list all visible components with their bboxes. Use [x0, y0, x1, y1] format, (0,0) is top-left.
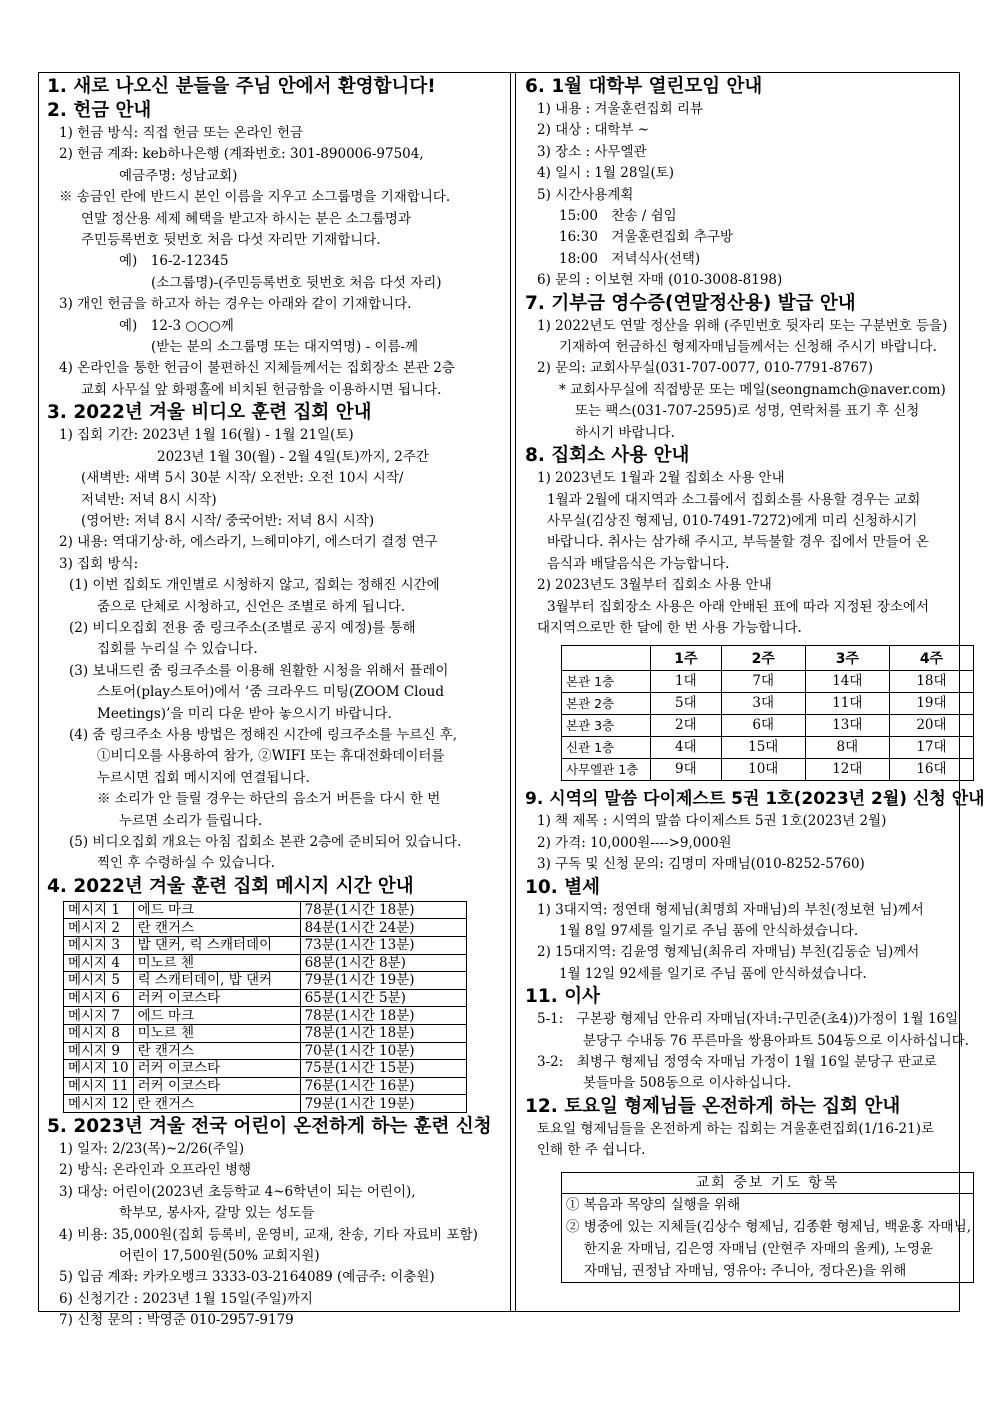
section-1-title: 1. 새로 나오신 분들을 주님 안에서 환영합니다! — [47, 76, 436, 97]
table-row — [64, 972, 467, 990]
table-row — [64, 1042, 467, 1060]
table-cell: 78분(1시간 18분) — [300, 1024, 466, 1042]
prayer-item: 한지윤 자매님, 김은영 자매님 (안현주 자매의 올케), 노영윤 — [584, 1240, 934, 1257]
table-row — [64, 901, 467, 919]
table-cell: 7대 — [721, 671, 805, 693]
table-cell: 란 캔거스 — [133, 1042, 300, 1060]
text-line: 1) 일자: 2/23(목)~2/26(주일) — [59, 1140, 245, 1157]
table-cell: 릭 스캐터데이, 밥 댄커 — [133, 972, 300, 990]
column-divider — [515, 73, 516, 1311]
text-line: 인해 한 주 쉽니다. — [537, 1142, 646, 1159]
text-line: 사무실(김상진 형제님, 010-7491-7272)에게 미리 신청하시기 — [547, 512, 918, 529]
section-7-body — [525, 316, 955, 444]
text-line: 2) 2023년도 3월부터 집회소 사용 안내 — [537, 577, 772, 594]
text-line: 연말 정산용 세제 혜택을 받고자 하시는 분은 소그룹명과 — [81, 210, 411, 227]
text-line: (새벽반: 새벽 5시 30분 시작/ 오전반: 오전 10시 시작/ — [81, 470, 404, 487]
table-cell: 메시지 7 — [64, 1007, 134, 1025]
table-header-row — [562, 646, 974, 671]
section-10-title: 10. 별세 — [525, 876, 600, 898]
text-line: 4) 비용: 35,000원(집회 등록비, 운영비, 교재, 찬송, 기타 자료비 포함) — [59, 1226, 478, 1243]
table-cell: 6대 — [721, 715, 805, 737]
text-line: (소그룹명)-(주민등록번호 뒷번호 처음 다섯 자리) — [151, 274, 442, 291]
table-cell: 12대 — [805, 759, 889, 781]
text-line: 4) 온라인을 통한 헌금이 불편하신 지체들께서는 집회장소 본관 2층 — [59, 360, 455, 377]
prayer-box — [561, 1172, 974, 1283]
text-line: 토요일 형제님들을 온전하게 하는 집회는 겨울훈련집회(1/16-21)로 — [537, 1120, 935, 1137]
text-line: 1) 2023년도 1월과 2월 집회소 사용 안내 — [537, 470, 785, 487]
text-line: 2) 문의: 교회사무실(031-707-0077, 010-7791-8767) — [537, 360, 874, 377]
table-row-header: 본관 1층 — [562, 671, 651, 693]
section-6-body — [525, 99, 955, 292]
text-line: 또는 팩스(031-707-2595)로 성명, 연락처를 표기 후 신청 — [575, 403, 920, 420]
table-row — [64, 1007, 467, 1025]
text-line: Meetings)’을 미리 다운 받아 놓으시기 바랍니다. — [97, 705, 392, 722]
table-row — [562, 671, 974, 693]
text-line: * 교회사무실에 직접방문 또는 메일(seongnamch@naver.com) — [559, 381, 946, 398]
table-row — [64, 919, 467, 937]
section-12-title: 12. 토요일 형제님들 온전하게 하는 집회 안내 — [525, 1095, 901, 1117]
text-line: 2) 가격: 10,000원---->9,000원 — [537, 834, 732, 851]
text-line: 1월 12일 92세를 일기로 주님 품에 안식하셨습니다. — [559, 965, 867, 982]
table-cell: 78분(1시간 18분) — [300, 1007, 466, 1025]
table-cell: 미노르 첸 — [133, 1024, 300, 1042]
text-line: 교회 사무실 앞 화평홀에 비치된 헌금함을 이용하시면 됩니다. — [81, 381, 442, 398]
text-line: 1) 책 제목 : 시역의 말씀 다이제스트 5권 1호(2023년 2월) — [537, 813, 887, 830]
text-line: 예금주명: 성남교회) — [119, 167, 238, 184]
text-line: 1) 2022년도 연말 정산을 위해 (주민번호 뒷자리 또는 구분번호 등을) — [537, 317, 948, 334]
text-line: (영어반: 저녁 8시 시작/ 중국어반: 저녁 8시 시작) — [81, 512, 375, 529]
text-line: 5-1: 구본광 형제님 안유리 자매님(자녀:구민준(초4))가정이 1월 16일 — [537, 1011, 959, 1028]
table-row — [64, 1095, 467, 1113]
section-8-body — [525, 468, 955, 639]
table-cell: 미노르 첸 — [133, 954, 300, 972]
table-cell: 68분(1시간 8분) — [300, 954, 466, 972]
table-row — [64, 1024, 467, 1042]
table-cell: 란 캔거스 — [133, 1095, 300, 1113]
text-line: (4) 줌 링크주소 사용 방법은 정해진 시간에 링크주소를 누르신 후, — [69, 726, 458, 743]
table-header-cell: 1주 — [651, 646, 722, 671]
bulletin-frame — [38, 72, 985, 1329]
section-3-title: 3. 2022년 겨울 비디오 훈련 집회 안내 — [47, 402, 372, 424]
table-row-header: 사무엘관 1층 — [562, 759, 651, 781]
section-4-title: 4. 2022년 겨울 훈련 집회 메시지 시간 안내 — [47, 875, 414, 897]
table-cell: 에드 마크 — [133, 901, 300, 919]
text-line: (받는 분의 소그룹명 또는 대지역명) - 이름-께 — [151, 339, 419, 356]
table-cell: 10대 — [721, 759, 805, 781]
table-cell: 메시지 10 — [64, 1060, 134, 1078]
text-line: 누르시면 집회 메시지에 연결됩니다. — [97, 769, 310, 786]
text-line: 찍인 후 수령하실 수 있습니다. — [97, 855, 275, 872]
text-line: 7) 신청 문의 : 박영준 010-2957-9179 — [59, 1312, 294, 1329]
text-line: 1) 헌금 방식: 직접 헌금 또는 온라인 헌금 — [59, 125, 304, 141]
table-cell: 79분(1시간 19분) — [300, 972, 466, 990]
table-cell: 란 캔거스 — [133, 919, 300, 937]
table-cell: 3대 — [721, 693, 805, 715]
text-line: 2) 내용: 역대기상·하, 에스라기, 느헤미야기, 에스더기 결정 연구 — [59, 534, 438, 551]
table-cell: 16대 — [889, 759, 973, 781]
table-cell: 메시지 6 — [64, 989, 134, 1007]
section-3-body — [47, 425, 489, 875]
text-line: 1월과 2월에 대지역과 소그룹에서 집회소를 사용할 경우는 교회 — [547, 491, 921, 508]
section-5-title: 5. 2023년 겨울 전국 어린이 온전하게 하는 훈련 신청 — [47, 1115, 492, 1137]
section-8-title: 8. 집회소 사용 안내 — [525, 445, 690, 467]
table-cell: 밥 댄커, 릭 스캐터데이 — [133, 937, 300, 955]
table-row — [64, 1060, 467, 1078]
table-cell: 18대 — [889, 671, 973, 693]
text-line: 예) 16-2-12345 — [119, 253, 229, 270]
table-row — [562, 693, 974, 715]
table-cell: 메시지 5 — [64, 972, 134, 990]
section-11-title: 11. 이사 — [525, 986, 600, 1008]
section-9-title: 9. 시역의 말씀 다이제스트 5권 1호(2023년 2월) 신청 안내 — [525, 789, 985, 810]
text-line: 저녁반: 저녁 8시 시작) — [81, 491, 217, 508]
section-6-title: 6. 1월 대학부 열린모임 안내 — [525, 76, 763, 97]
table-cell: 14대 — [805, 671, 889, 693]
table-cell: 17대 — [889, 737, 973, 759]
table-cell: 70분(1시간 10분) — [300, 1042, 466, 1060]
text-line: 3) 장소 : 사무엘관 — [537, 143, 647, 160]
prayer-item: ② 병중에 있는 지체들(김상수 형제님, 김종환 형제님, 백윤홍 자매님, — [566, 1218, 972, 1235]
text-line: 집회를 누리실 수 있습니다. — [97, 641, 258, 658]
text-line: 4) 일시 : 1월 28일(토) — [537, 165, 675, 182]
table-cell: 11대 — [805, 693, 889, 715]
table-cell: 4대 — [651, 737, 722, 759]
text-line: 1) 집회 기간: 2023년 1월 16(월) - 1월 21일(토) — [59, 427, 354, 444]
prayer-title: 교회 중보 기도 항목 — [562, 1173, 973, 1194]
text-line: 2) 15대지역: 김윤영 형제님(최유리 자매님) 부친(김동순 님)께서 — [537, 944, 920, 961]
table-row — [64, 989, 467, 1007]
table-header-cell: 4주 — [889, 646, 973, 671]
text-line: 어린이 17,500원(50% 교회지원) — [119, 1247, 320, 1264]
section-9-body — [525, 811, 955, 875]
table-cell: 1대 — [651, 671, 722, 693]
text-line: 3-2: 최병구 형제님 정영숙 자매님 가정이 1월 16일 분당구 판교로 — [537, 1054, 937, 1070]
text-line: 2) 대상 : 대학부 ~ — [537, 122, 650, 139]
section-10-body — [525, 900, 955, 986]
text-line: ※ 소리가 안 들릴 경우는 하단의 음소거 버튼을 다시 한 번 — [97, 791, 441, 808]
text-line: 기재하여 헌금하신 형제자매님들께서는 신청해 주시기 바랍니다. — [559, 339, 937, 356]
table-row-header: 본관 3층 — [562, 715, 651, 737]
table-cell: 5대 — [651, 693, 722, 715]
text-line: 2) 헌금 계좌: keb하나은행 (계좌번호: 301-890006-97504, — [59, 146, 424, 163]
text-line: 6) 신청기간 : 2023년 1월 15일(주일)까지 — [59, 1290, 313, 1307]
venue-schedule-table — [561, 645, 974, 781]
table-cell: 메시지 4 — [64, 954, 134, 972]
text-line: 1월 8일 97세를 일기로 주님 품에 안식하셨습니다. — [559, 922, 859, 939]
table-cell: 메시지 3 — [64, 937, 134, 955]
table-cell: 84분(1시간 24분) — [300, 919, 466, 937]
table-row — [64, 1077, 467, 1095]
table-cell: 메시지 12 — [64, 1095, 134, 1113]
table-cell: 메시지 8 — [64, 1024, 134, 1042]
text-line: 1) 3대지역: 정연태 형제님(최명희 자매님)의 부친(정보현 님)께서 — [537, 901, 924, 918]
text-line: 스토어(play스토어)에서 ‘줌 크라우드 미팅(ZOOM Cloud — [97, 684, 444, 701]
table-cell: 메시지 9 — [64, 1042, 134, 1060]
section-5-body — [47, 1139, 489, 1332]
table-cell: 메시지 2 — [64, 919, 134, 937]
text-line: 3) 대상: 어린이(2023년 초등학교 4~6학년이 되는 어린이), — [59, 1183, 416, 1200]
text-line: 3) 구독 및 신청 문의: 김명미 자매님(010-8252-5760) — [537, 856, 865, 873]
text-line: 음식과 배달음식은 가능합니다. — [547, 555, 730, 572]
table-row — [562, 715, 974, 737]
text-line: (5) 비디오집회 개요는 아침 집회소 본관 2층에 준비되어 있습니다. — [69, 834, 462, 850]
text-line: 5) 시간사용계획 — [537, 186, 634, 203]
text-line: (1) 이번 집회도 개인별로 시청하지 않고, 집회는 정해진 시간에 — [69, 577, 440, 594]
table-cell: 20대 — [889, 715, 973, 737]
text-line: ※ 송금인 란에 반드시 본인 이름을 지우고 소그룹명을 기재합니다. — [59, 189, 451, 206]
table-cell: 76분(1시간 16분) — [300, 1077, 466, 1095]
text-line: 16:30 겨울훈련집회 추구방 — [559, 229, 734, 246]
table-cell: 15대 — [721, 737, 805, 759]
text-line: 2023년 1월 30(월) - 2월 4일(토)까지, 2주간 — [157, 448, 429, 465]
prayer-item: 자매님, 권정남 자매님, 영유아: 주니아, 정다온)을 위해 — [584, 1262, 907, 1279]
text-line: 학부모, 봉사자, 갈망 있는 성도들 — [119, 1205, 315, 1222]
text-line: 바랍니다. 취사는 삼가해 주시고, 부득불할 경우 집에서 만들어 온 — [547, 534, 929, 551]
table-cell: 78분(1시간 18분) — [300, 901, 466, 919]
table-cell: 2대 — [651, 715, 722, 737]
table-row-header: 신관 1층 — [562, 737, 651, 759]
table-cell: 75분(1시간 15분) — [300, 1060, 466, 1078]
text-line: 15:00 찬송 / 쉼임 — [559, 208, 677, 225]
text-line: 3) 개인 헌금을 하고자 하는 경우는 아래와 같이 기재합니다. — [59, 296, 412, 313]
table-header-cell: 3주 — [805, 646, 889, 671]
left-column — [47, 75, 492, 1329]
right-column — [525, 75, 985, 1309]
text-line: 봇들마을 508동으로 이사하십니다. — [583, 1075, 792, 1092]
section-2-title: 2. 헌금 안내 — [47, 100, 152, 121]
table-cell: 79분(1시간 19분) — [300, 1095, 466, 1113]
text-line: 3) 집회 방식: — [59, 555, 139, 572]
table-cell: 에드 마크 — [133, 1007, 300, 1025]
table-cell: 러커 이코스타 — [133, 1060, 300, 1078]
text-line: 5) 입금 계좌: 카카오뱅크 3333-03-2164089 (예금주: 이충원) — [59, 1269, 435, 1286]
text-line: 예) 12-3 ○○○께 — [119, 317, 234, 334]
text-line: 18:00 저녁식사(선택) — [559, 250, 701, 267]
table-cell: 73분(1시간 13분) — [300, 937, 466, 955]
section-11-body — [525, 1009, 969, 1095]
text-line: 하시기 바랍니다. — [575, 424, 675, 441]
table-cell: 9대 — [651, 759, 722, 781]
text-line: 1) 내용 : 겨울훈련집회 리뷰 — [537, 101, 703, 117]
table-cell: 메시지 11 — [64, 1077, 134, 1095]
table-header-cell: 2주 — [721, 646, 805, 671]
table-header-cell — [562, 646, 651, 671]
text-line: 줌으로 단체로 시청하고, 신언은 조별로 하게 됩니다. — [97, 598, 406, 615]
text-line: 3월부터 집회장소 사용은 아래 안배된 표에 따라 지정된 장소에서 — [547, 598, 929, 615]
text-line: 2) 방식: 온라인과 오프라인 병행 — [59, 1162, 252, 1179]
text-line: 분당구 수내동 76 푸른마을 쌍용아파트 504동으로 이사하십니다. — [583, 1032, 969, 1049]
section-12-body — [525, 1119, 955, 1162]
text-line: 대지역으로만 한 달에 한 번 사용 가능합니다. — [537, 619, 802, 636]
column-divider — [510, 73, 511, 1311]
table-row-header: 본관 2층 — [562, 693, 651, 715]
table-cell: 러커 이코스타 — [133, 1077, 300, 1095]
text-line: (3) 보내드린 줌 링크주소를 이용해 원활한 시청을 위해서 플레이 — [69, 662, 449, 679]
table-cell: 8대 — [805, 737, 889, 759]
table-cell: 19대 — [889, 693, 973, 715]
prayer-item: ① 복음과 목양의 실행을 위해 — [566, 1196, 741, 1213]
table-row — [64, 954, 467, 972]
table-cell: 65분(1시간 5분) — [300, 989, 466, 1007]
section-7-title: 7. 기부금 영수증(연말정산용) 발급 안내 — [525, 292, 856, 314]
section-2-body — [47, 123, 489, 401]
table-cell: 메시지 1 — [64, 901, 134, 919]
text-line: 주민등록번호 뒷번호 처음 다섯 자리만 기재합니다. — [81, 232, 381, 249]
table-row — [562, 759, 974, 781]
table-cell: 13대 — [805, 715, 889, 737]
text-line: 누르면 소리가 들립니다. — [119, 812, 263, 829]
table-row — [64, 937, 467, 955]
text-line: ①비디오를 사용하여 참가, ②WIFI 또는 휴대전화데이터를 — [97, 748, 445, 765]
table-cell: 러커 이코스타 — [133, 989, 300, 1007]
text-line: (2) 비디오집회 전용 줌 링크주소(조별로 공지 예정)를 통해 — [69, 619, 416, 636]
message-time-table — [63, 901, 467, 1113]
text-line: 6) 문의 : 이보현 자매 (010-3008-8198) — [537, 272, 783, 289]
table-row — [562, 737, 974, 759]
